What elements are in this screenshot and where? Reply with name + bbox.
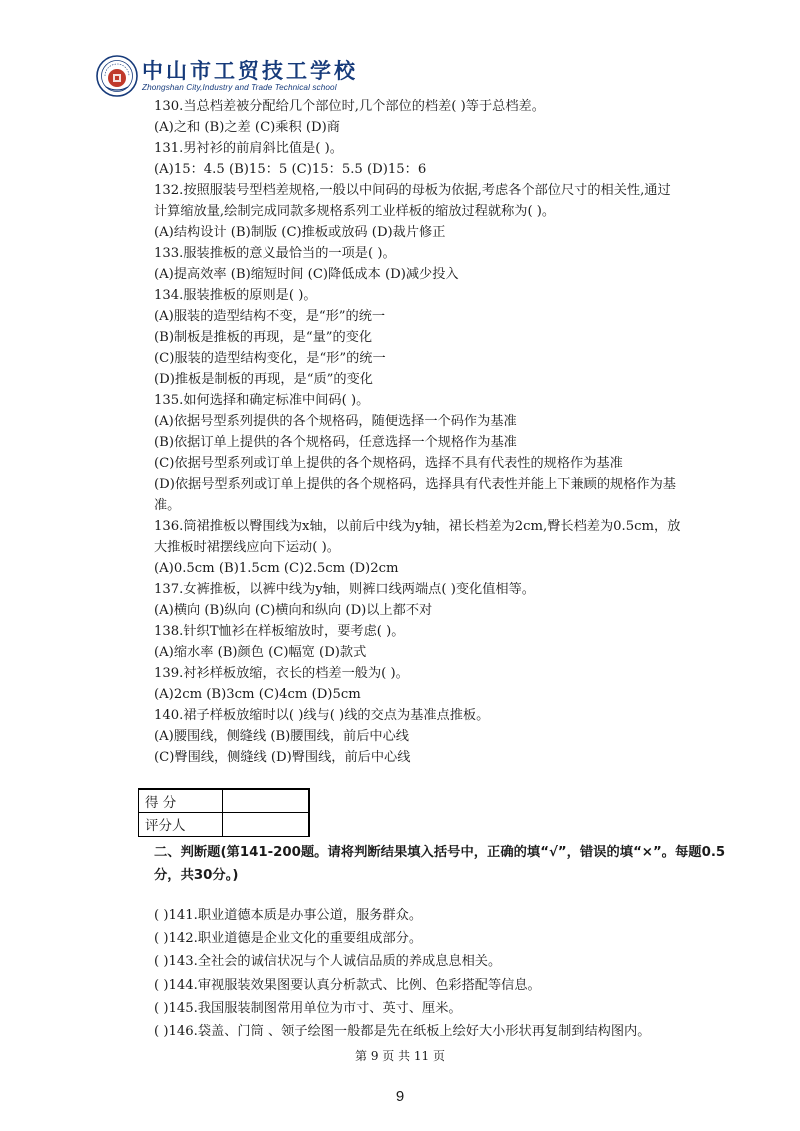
question-line: 133.服装推板的意义最恰当的一项是( )。 [154,246,396,261]
question-line: 136.筒裙推板以臀围线为x轴，以前后中线为y轴，裙长档差为2cm,臀长档差为0.5cm，放 [154,519,681,534]
question-line: (A)提高效率 (B)缩短时间 (C)降低成本 (D)减少投入 [154,267,459,282]
question-line: (C)依据号型系列或订单上提供的各个规格码，选择不具有代表性的规格作为基准 [154,456,623,471]
question-line: (A)依据号型系列提供的各个规格码，随便选择一个码作为基准 [154,414,517,429]
judgment-line: ( )146.袋盖、门筒 、领子绘图一般都是先在纸板上绘好大小形状再复制到结构图内。 [154,1023,651,1039]
question-line: (B)依据订单上提供的各个规格码，任意选择一个规格作为基准 [154,435,517,450]
question-line: (B)制板是推板的再现，是“量”的变化 [154,330,373,345]
question-line: (A)2cm (B)3cm (C)4cm (D)5cm [154,687,361,702]
question-line: 大推板时裙摆线应向下运动( )。 [154,540,340,555]
school-header [96,54,358,98]
section-title: 二、判断题(第141-200题。请将判断结果填入括号中，正确的填“√”，错误的填“×”。每题0.5分，共30分。) [154,845,726,883]
school-logo-icon [96,55,138,97]
score-table [138,788,310,837]
question-line: 138.针织T恤衫在样板缩放时，要考虑( )。 [154,624,405,639]
question-line: (A)0.5cm (B)1.5cm (C)2.5cm (D)2cm [154,561,399,576]
page-number: 9 [395,1088,405,1105]
page-footer: 第 9 页 共 11 页 [355,1049,445,1063]
question-line: 139.衬衫样板放缩，衣长的档差一般为( )。 [154,666,409,681]
question-line: 135.如何选择和确定标准中间码( )。 [154,393,370,408]
question-line: (C)服装的造型结构变化，是“形”的统一 [154,351,386,366]
judgment-line: ( )141.职业道德本质是办事公道，服务群众。 [154,908,423,923]
score-value-cell [223,789,309,813]
judgment-line: ( )144.审视服装效果图要认真分析款式、比例、色彩搭配等信息。 [154,977,541,993]
question-line: 137.女裤推板，以裤中线为y轴，则裤口线两端点( )变化值相等。 [154,582,535,597]
school-name-cn: 中山市工贸技工学校 [142,58,358,83]
question-line: 130.当总档差被分配给几个部位时,几个部位的档差( )等于总档差。 [154,99,545,114]
question-line: 132.按照服装号型档差规格,一般以中间码的母板为依据,考虑各个部位尺寸的相关性,通过 [154,183,671,198]
judgment-line: ( )142.职业道德是企业文化的重要组成部分。 [154,931,423,947]
question-line: (D)推板是制板的再现，是“质”的变化 [154,372,373,387]
school-name-en: Zhongshan City,Industry and Trade Technical school [142,83,337,92]
question-line: (A)15：4.5 (B)15：5 (C)15：5.5 (D)15：6 [154,162,427,177]
question-line: (A)服装的造型结构不变，是“形”的统一 [154,309,386,324]
question-line: 准。 [154,498,181,513]
judgment-list [154,904,724,1043]
question-line: (A)缩水率 (B)颜色 (C)幅宽 (D)款式 [154,645,367,660]
question-line: (A)横向 (B)纵向 (C)横向和纵向 (D)以上都不对 [154,603,433,618]
grader-label: 评分人 [139,813,223,837]
question-line: (C)臀围线，侧缝线 (D)臀围线，前后中心线 [154,750,411,765]
question-line: 140.裙子样板放缩时以( )线与( )线的交点为基准点推板。 [154,708,490,723]
question-line: (A)之和 (B)之差 (C)乘积 (D)商 [154,120,340,135]
judgment-line: ( )143.全社会的诚信状况与个人诚信品质的养成息息相关。 [154,954,502,970]
question-line: 计算缩放量,绘制完成同款多规格系列工业样板的缩放过程就称为( )。 [154,204,556,219]
grader-value-cell [223,813,309,837]
question-line: 131.男衬衫的前肩斜比值是( )。 [154,141,343,156]
question-line: 134.服装推板的原则是( )。 [154,288,317,303]
question-line: (A)腰围线，侧缝线 (B)腰围线，前后中心线 [154,729,409,744]
judgment-line: ( )145.我国服装制图常用单位为市寸、英寸、厘米。 [154,1000,462,1016]
question-line: (A)结构设计 (B)制版 (C)推板或放码 (D)裁片修正 [154,225,446,240]
score-label: 得 分 [139,789,223,813]
question-line: (D)依据号型系列或订单上提供的各个规格码，选择具有代表性并能上下兼顾的规格作为基 [154,477,676,492]
question-list [154,96,724,768]
